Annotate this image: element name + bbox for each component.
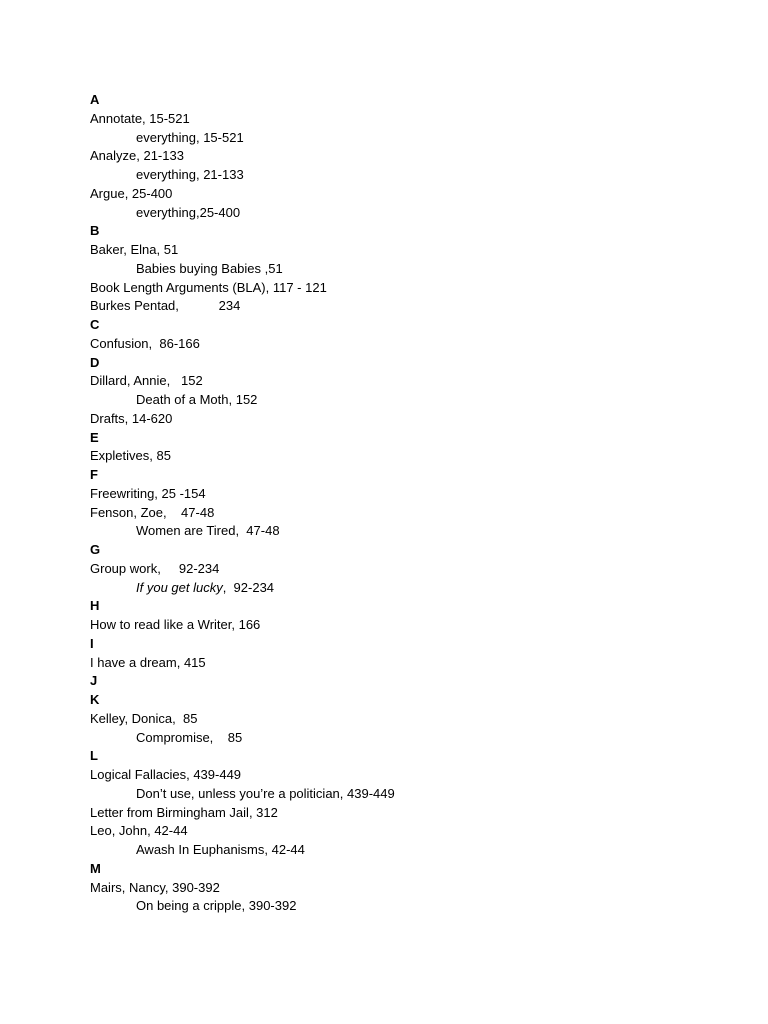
index-entry: Leo, John, 42-44 (90, 823, 188, 839)
index-entry: Burkes Pentad, 234 (90, 298, 241, 314)
section-letter: D (90, 354, 100, 370)
section-letter: M (90, 860, 101, 876)
index-entry: Mairs, Nancy, 390-392 (90, 879, 220, 895)
index-entry: Book Length Arguments (BLA), 117 - 121 (90, 279, 327, 295)
index-subentry: everything, 15-521 (136, 129, 244, 145)
index-subentry: On being a cripple, 390-392 (136, 898, 297, 914)
section-letter: A (90, 92, 100, 107)
index-entry: I have a dream, 415 (90, 654, 206, 670)
index-subentry: Women are Tired, 47-48 (136, 523, 280, 539)
section-letter: L (90, 748, 98, 764)
section-letter: J (90, 673, 98, 689)
section-letter: F (90, 467, 98, 482)
index-list (90, 91, 730, 916)
index-entry: Logical Fallacies, 439-449 (90, 767, 242, 782)
index-entry: Drafts, 14-620 (90, 410, 173, 426)
section-letter: E (90, 429, 99, 445)
index-entry: Confusion, 86-166 (90, 335, 200, 351)
index-entry: Kelley, Donica, 85 (90, 710, 198, 726)
index-subentry: everything, 21-133 (136, 167, 244, 182)
index-entry: Freewriting, 25 -154 (90, 485, 206, 501)
subentry-title: If you get lucky (136, 579, 223, 595)
subentry-pages: , 92-234 (222, 579, 275, 595)
index-entry: Fenson, Zoe, 47-48 (90, 504, 215, 520)
section-letter: C (90, 317, 100, 332)
index-subentry: Compromise, 85 (136, 729, 243, 745)
index-entry: Argue, 25-400 (90, 185, 173, 201)
section-letter: K (90, 692, 100, 707)
index-subentry: Awash In Euphanisms, 42-44 (136, 842, 305, 857)
index-subentry: Babies buying Babies ,51 (136, 260, 283, 276)
index-entry: Group work, 92-234 (90, 560, 220, 576)
index-subentry: Don’t use, unless you’re a politician, 439-449 (136, 785, 395, 801)
section-letter: B (90, 223, 100, 239)
section-letter: G (90, 542, 101, 557)
index-subentry (90, 579, 730, 598)
index-entry: Expletives, 85 (90, 448, 171, 464)
index-entry: How to read like a Writer, 166 (90, 617, 261, 632)
index-entry: Analyze, 21-133 (90, 148, 184, 164)
index-subentry: everything,25-400 (136, 204, 241, 220)
section-letter: I (90, 635, 94, 651)
index-entry: Baker, Elna, 51 (90, 242, 179, 257)
section-letter: H (90, 598, 100, 614)
index-entry: Dillard, Annie, 152 (90, 373, 203, 389)
index-entry: Annotate, 15-521 (90, 110, 190, 126)
index-entry: Letter from Birmingham Jail, 312 (90, 804, 278, 820)
index-subentry: Death of a Moth, 152 (136, 392, 258, 407)
